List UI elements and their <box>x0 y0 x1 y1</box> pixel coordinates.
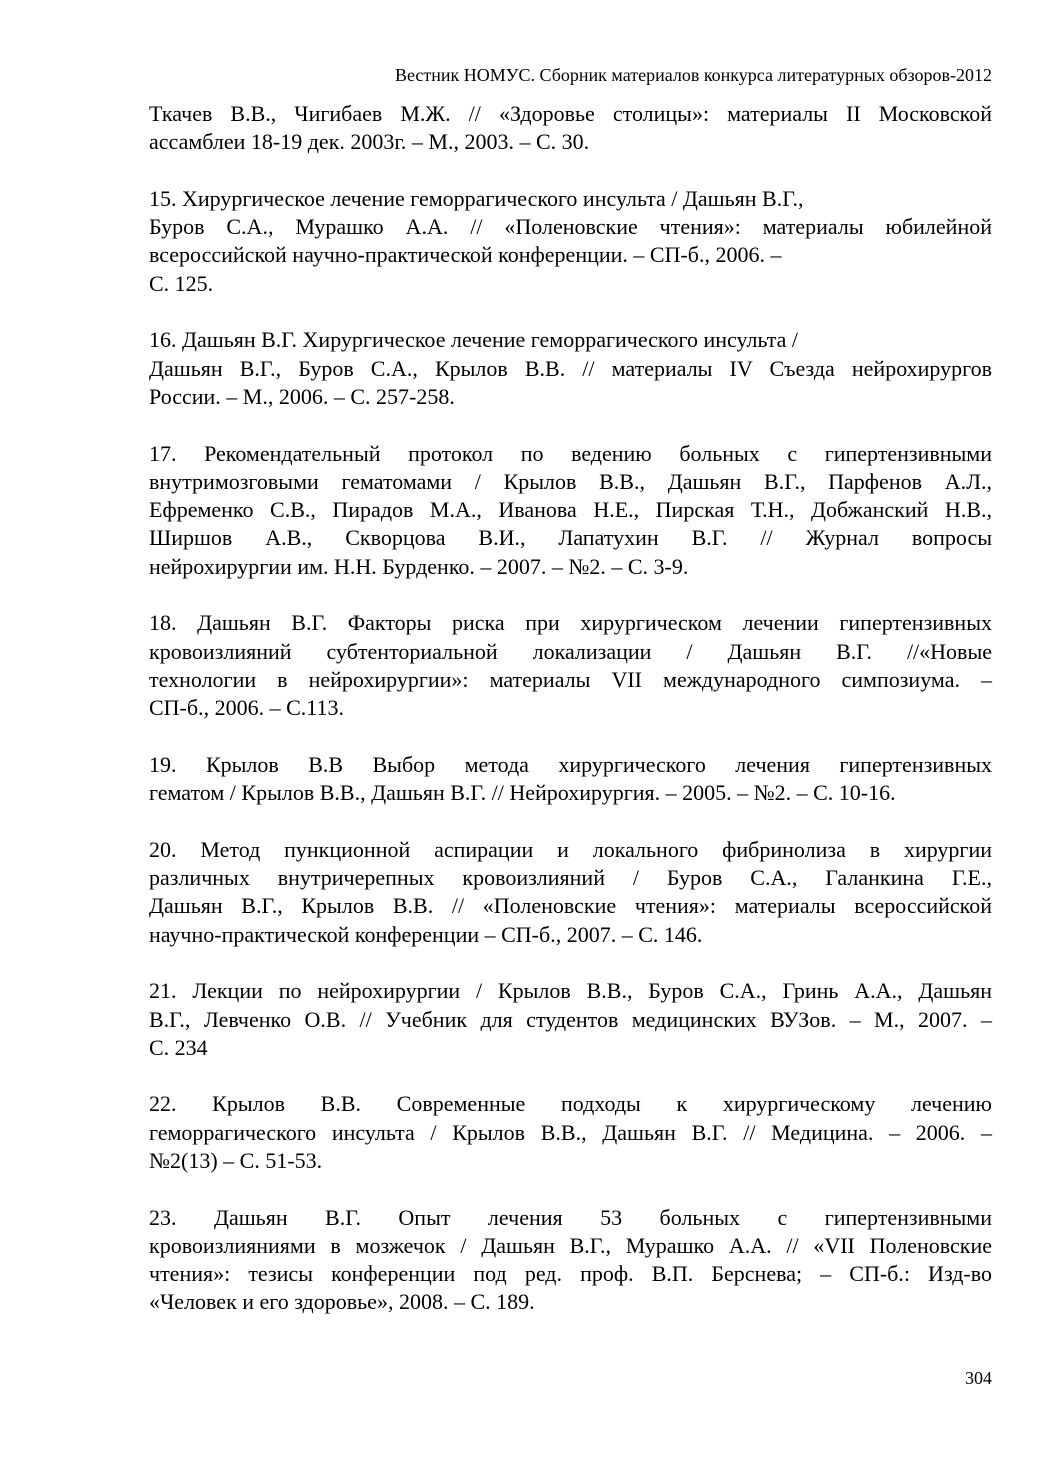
reference-line: 21. Лекции по нейрохирургии / Крылов В.В., Буров С.А., Гринь А.А., Дашьян <box>149 978 992 1004</box>
reference-line: кровоизлияний субтенториальной локализации / Дашьян В.Г. //«Новые <box>149 638 992 664</box>
reference-line: Буров С.А., Мурашко А.А. // «Поленовские чтения»: материалы юбилейной <box>149 214 992 240</box>
reference-line: 15. Хирургическое лечение геморрагического инсульта / Дашьян В.Г., <box>149 185 804 211</box>
reference-line: 19. Крылов В.В Выбор метода хирургического лечения гипертензивных <box>149 751 992 777</box>
reference-line: кровоизлияниями в мозжечок / Дашьян В.Г., Мурашко А.А. // «VII Поленовские <box>149 1232 992 1258</box>
reference-line: «Человек и его здоровье», 2008. – С. 189. <box>149 1289 535 1315</box>
reference-line: чтения»: тезисы конференции под ред. проф. В.П. Берснева; – СП-б.: Изд-во <box>149 1261 992 1287</box>
reference-line: 17. Рекомендательный протокол по ведению больных с гипертензивными <box>149 440 992 466</box>
reference-line: 18. Дашьян В.Г. Факторы риска при хирургическом лечении гипертензивных <box>149 610 992 636</box>
reference-line: Ширшов А.В., Скворцова В.И., Лапатухин В.Г. // Журнал вопросы <box>149 525 992 551</box>
running-header: Вестник НОМУС. Сборник материалов конкурса литературных обзоров-2012 <box>394 65 992 85</box>
reference-line: 16. Дашьян В.Г. Хирургическое лечение геморрагического инсульта / <box>149 327 798 353</box>
reference-line: 22. Крылов В.В. Современные подходы к хирургическому лечению <box>149 1091 992 1117</box>
reference-entry <box>149 440 992 581</box>
reference-line: С. 125. <box>149 270 214 296</box>
reference-line: С. 234 <box>149 1034 208 1060</box>
reference-line: Ткачев В.В., Чигибаев М.Ж. // «Здоровье столицы»: материалы II Московской <box>149 101 992 126</box>
reference-entry <box>149 1204 992 1317</box>
reference-entry <box>149 751 992 808</box>
reference-line: Дашьян В.Г., Буров С.А., Крылов В.В. // материалы IV Съезда нейрохирургов <box>149 355 992 381</box>
reference-line: гематом / Крылов В.В., Дашьян В.Г. // Нейрохирургия. – 2005. – №2. – С. 10-16. <box>149 780 896 806</box>
reference-list <box>149 100 992 1345</box>
reference-line: №2(13) – С. 51-53. <box>149 1147 323 1173</box>
page-number: 304 <box>965 1368 992 1388</box>
reference-line: нейрохирургии им. Н.Н. Бурденко. – 2007. – №2. – С. 3-9. <box>149 553 689 579</box>
reference-line: внутримозговыми гематомами / Крылов В.В., Дашьян В.Г., Парфенов А.Л., <box>149 468 992 494</box>
reference-line: различных внутричерепных кровоизлияний / Буров С.А., Галанкина Г.Е., <box>149 865 992 891</box>
reference-entry <box>149 1090 992 1175</box>
reference-entry <box>149 609 992 722</box>
reference-line: 23. Дашьян В.Г. Опыт лечения 53 больных с гипертензивными <box>149 1204 992 1230</box>
reference-line: 20. Метод пункционной аспирации и локального фибринолиза в хирургии <box>149 836 992 862</box>
reference-line: всероссийской научно-практической конференции. – СП-б., 2006. – <box>149 242 782 268</box>
reference-line: геморрагического инсульта / Крылов В.В., Дашьян В.Г. // Медицина. – 2006. – <box>149 1119 992 1145</box>
reference-entry <box>149 326 992 411</box>
reference-line: технологии в нейрохирургии»: материалы VII международного симпозиума. – <box>149 666 992 692</box>
reference-entry <box>149 977 992 1062</box>
reference-line: России. – М., 2006. – С. 257-258. <box>149 383 455 409</box>
reference-line: Дашьян В.Г., Крылов В.В. // «Поленовские чтения»: материалы всероссийской <box>149 893 992 919</box>
reference-entry <box>149 100 992 157</box>
reference-line: Ефременко С.В., Пирадов М.А., Иванова Н.Е., Пирская Т.Н., Добжанский Н.В., <box>149 497 992 523</box>
reference-line: научно-практической конференции – СП-б., 2007. – С. 146. <box>149 921 703 947</box>
reference-line: В.Г., Левченко О.В. // Учебник для студентов медицинских ВУЗов. – М., 2007. – <box>149 1006 992 1032</box>
reference-line: СП-б., 2006. – С.113. <box>149 695 344 721</box>
reference-entry <box>149 185 992 298</box>
reference-line: ассамблеи 18-19 дек. 2003г. – М., 2003. – С. 30. <box>149 129 590 155</box>
reference-entry <box>149 836 992 949</box>
